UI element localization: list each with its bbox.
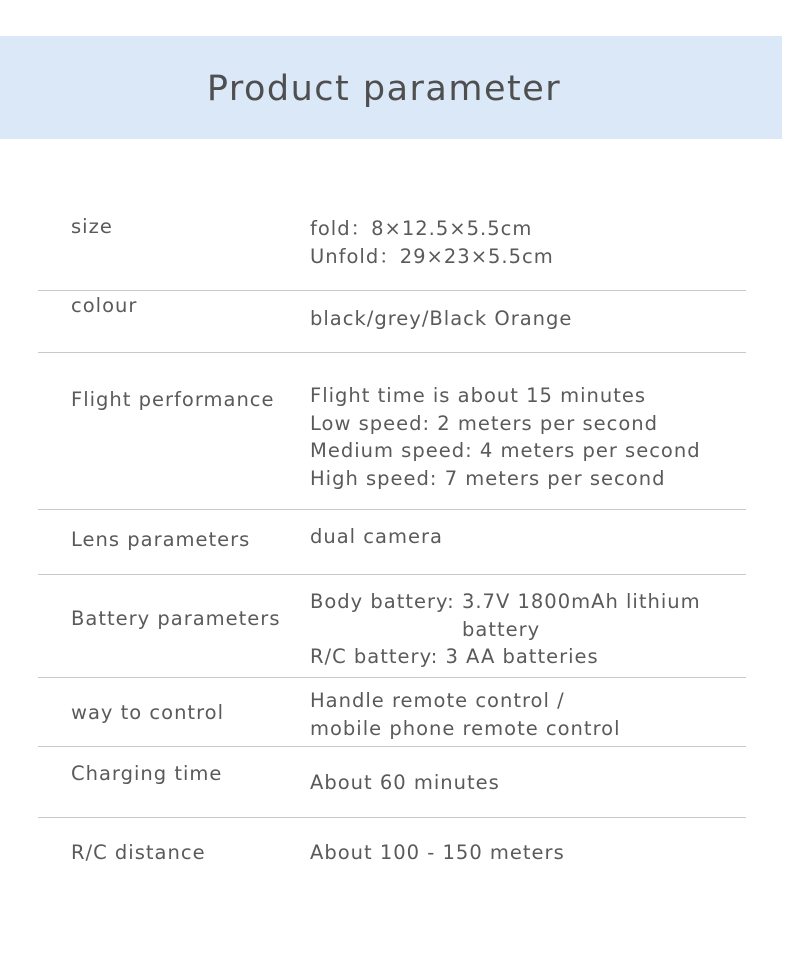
param-value-line: Flight time is about 15 minutes <box>310 384 647 407</box>
param-label: Lens parameters <box>71 528 251 551</box>
param-value-line: fold：8×12.5×5.5cm <box>310 217 533 240</box>
header-banner <box>0 36 782 139</box>
param-row-lens-parameters <box>38 510 746 575</box>
param-value-line: Handle remote control / <box>310 689 565 712</box>
param-value <box>310 523 443 551</box>
param-value <box>310 215 554 270</box>
param-value-line: battery <box>462 617 541 641</box>
param-row-rc-distance <box>38 818 746 888</box>
param-label: size <box>71 215 113 238</box>
param-value-line: Low speed: 2 meters per second <box>310 411 659 435</box>
param-value <box>310 382 701 492</box>
param-row-size <box>38 205 746 291</box>
page-title: Product parameter <box>206 68 562 109</box>
param-value-line: Body battery: 3.7V 1800mAh lithium <box>310 590 701 613</box>
param-value <box>310 839 565 867</box>
param-value-line: dual camera <box>310 525 443 548</box>
param-label: Flight performance <box>71 388 275 411</box>
param-row-battery-parameters <box>38 575 746 678</box>
param-value-line: R/C battery: 3 AA batteries <box>310 645 599 668</box>
param-value-line: High speed: 7 meters per second <box>310 466 666 490</box>
param-label: colour <box>71 294 138 317</box>
param-row-way-to-control <box>38 678 746 747</box>
param-label: Battery parameters <box>71 607 281 630</box>
param-value-line: Unfold：29×23×5.5cm <box>310 244 554 268</box>
param-value-line: black/grey/Black Orange <box>310 307 573 330</box>
param-value <box>310 305 572 333</box>
param-value-line: About 100 - 150 meters <box>310 841 565 864</box>
param-value <box>310 769 500 797</box>
param-row-colour <box>38 291 746 353</box>
param-row-flight-performance <box>38 353 746 510</box>
param-label: way to control <box>71 701 225 724</box>
param-value-line: mobile phone remote control <box>310 716 621 740</box>
param-row-charging-time <box>38 747 746 818</box>
param-value-line: Medium speed: 4 meters per second <box>310 439 701 462</box>
param-value <box>310 687 621 742</box>
param-value <box>310 588 701 671</box>
param-label: Charging time <box>71 762 223 785</box>
param-value-line: About 60 minutes <box>310 771 500 794</box>
param-label: R/C distance <box>71 841 206 864</box>
